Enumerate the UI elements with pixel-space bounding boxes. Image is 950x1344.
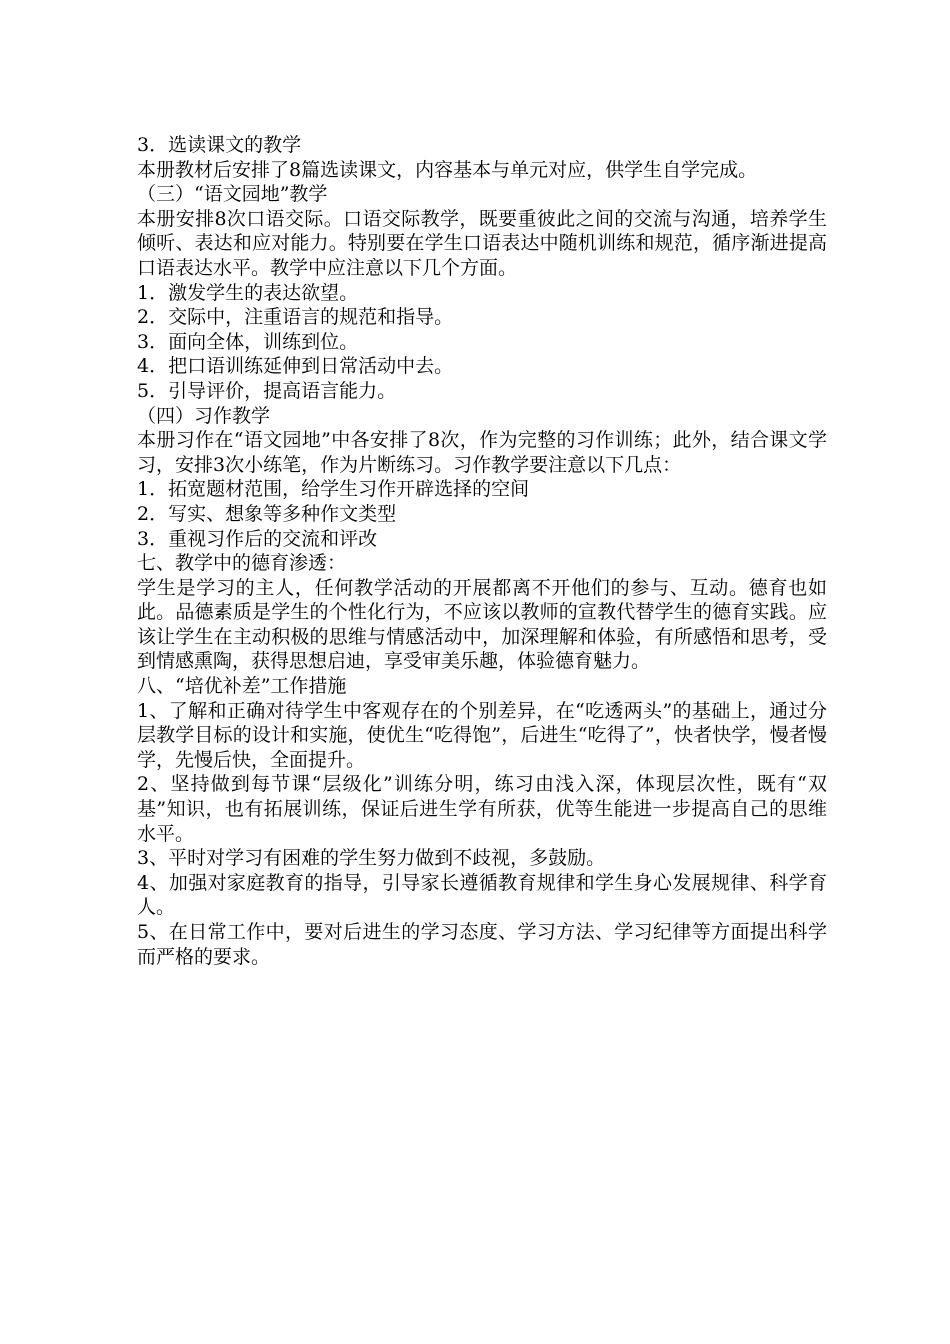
- list-item: 1．激发学生的表达欲望。: [137, 281, 359, 304]
- document-body: [137, 133, 827, 969]
- paragraph-composition: 本册习作在“语文园地”中各安排了8次，作为完整的习作训练；此外，结合课文学习，安排3次小练笔，作为片断练习。习作教学要注意以下几点：: [137, 429, 827, 476]
- list-item: 2、坚持做到每节课“层级化”训练分明，练习由浅入深，体现层次性，既有“双基”知识，也有拓展训练，保证后进生学有所获，优等生能进一步提高自己的思维水平。: [137, 773, 827, 845]
- list-item: 3、平时对学习有困难的学生努力做到不歧视，多鼓励。: [137, 847, 606, 870]
- paragraph-moral-education: 学生是学习的主人，任何教学活动的开展都离不开他们的参与、互动。德育也如此。品德素质是学生的个性化行为，不应该以教师的宣教代替学生的德育实践。应该让学生在主动积极的思维与情感活动中，加深理解和体验，有所感悟和思考，受到情感熏陶，获得思想启迪，享受审美乐趣，体验德育魅力。: [137, 576, 827, 673]
- subheading-chinese-garden: （三）“语文园地”教学: [137, 183, 328, 206]
- list-item: 5．引导评价，提高语言能力。: [137, 379, 397, 402]
- list-item: 2．写实、想象等多种作文类型: [137, 502, 397, 525]
- list-item: 4．把口语训练延伸到日常活动中去。: [137, 355, 454, 378]
- list-item: 5、在日常工作中，要对后进生的学习态度、学习方法、学习纪律等方面提出科学而严格的要求。: [137, 921, 827, 968]
- list-item: 1、了解和正确对待学生中客观存在的个别差异，在“吃透两头”的基础上，通过分层教学目标的设计和实施，使优生“吃得饱”，后进生“吃得了”，快者快学，慢者慢学，先慢后快，全面提升。: [137, 699, 827, 771]
- subheading-composition: （四）习作教学: [137, 404, 271, 427]
- subheading-elective-texts: 3．选读课文的教学: [137, 134, 302, 156]
- section-heading-moral-education: 七、教学中的德育渗透：: [137, 552, 347, 575]
- paragraph-elective-texts: 本册教材后安排了8篇选读课文，内容基本与单元对应，供学生自学完成。: [137, 158, 758, 181]
- list-item: 1．拓宽题材范围，给学生习作开辟选择的空间: [137, 478, 530, 501]
- list-item: 4、加强对家庭教育的指导，引导家长遵循教育规律和学生身心发展规律、科学育人。: [137, 871, 827, 919]
- list-item: 3．重视习作后的交流和评改: [137, 527, 378, 550]
- list-item: 3．面向全体，训练到位。: [137, 330, 359, 353]
- section-heading-tutoring-measures: 八、“培优补差”工作措施: [137, 675, 347, 698]
- paragraph-oral-communication: 本册安排8次口语交际。口语交际教学，既要重彼此之间的交流与沟通，培养学生倾听、表达和应对能力。特别要在学生口语表达中随机训练和规范，循序渐进提高口语表达水平。教学中应注意以下几个方面。: [137, 207, 827, 279]
- list-item: 2．交际中，注重语言的规范和指导。: [137, 306, 454, 329]
